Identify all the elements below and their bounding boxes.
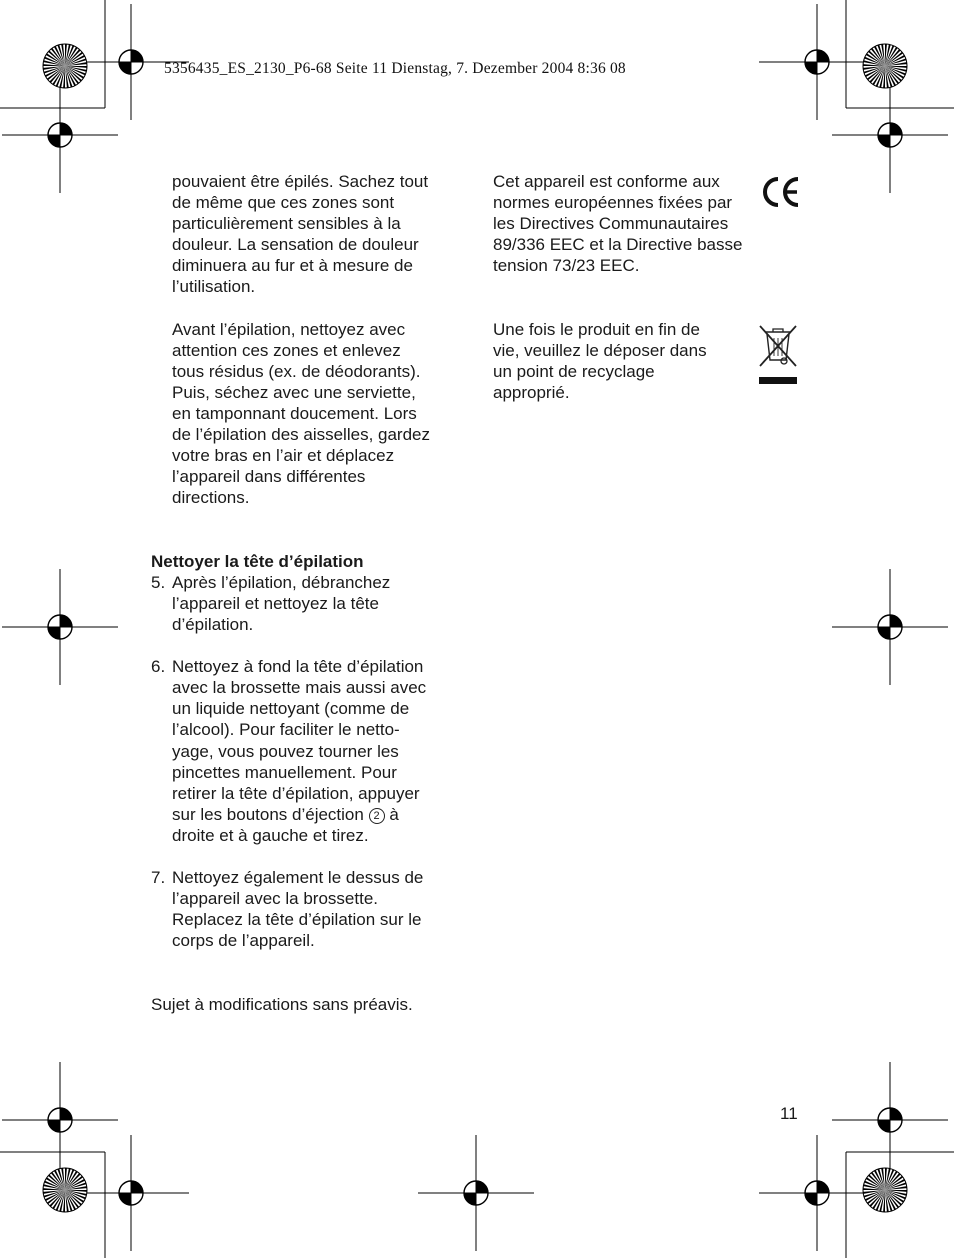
text-line: yage, vous pouvez tourner les bbox=[172, 741, 399, 761]
intro-paragraph-2 bbox=[151, 319, 461, 509]
registration-crosshair bbox=[878, 123, 902, 147]
registration-crosshair bbox=[48, 615, 72, 639]
print-slug-header: 5356435_ES_2130_P6-68 Seite 11 Dienstag, 7. Dezember 2004 8:36 08 bbox=[164, 60, 626, 77]
registration-crosshair bbox=[878, 1108, 902, 1132]
text-line: Nettoyez à fond la tête d’épilation bbox=[172, 657, 424, 677]
text-line: votre bras en l’air et déplacez bbox=[172, 446, 395, 466]
section-heading: Nettoyer la tête d’épilation bbox=[151, 551, 364, 571]
text-line: corps de l’appareil. bbox=[172, 931, 315, 951]
text-line: Après l’épilation, débranchez bbox=[172, 572, 391, 592]
registration-crosshair bbox=[805, 50, 829, 74]
text-line: Puis, séchez avec une serviette, bbox=[172, 382, 416, 402]
step-number: 7. bbox=[151, 868, 166, 888]
crossed-out-wheelie-bin-icon bbox=[756, 322, 800, 386]
text-line: Une fois le produit en fin de bbox=[493, 320, 700, 339]
text-line: douleur. La sensation de douleur bbox=[172, 235, 419, 255]
registration-crosshair bbox=[48, 123, 72, 147]
page-number: 11 bbox=[780, 1104, 798, 1123]
registration-crosshair bbox=[805, 1181, 829, 1205]
text-line: attention ces zones et enlevez bbox=[172, 340, 401, 360]
registration-crosshair bbox=[464, 1181, 488, 1205]
registration-crosshair bbox=[119, 1181, 143, 1205]
text-line: l’appareil dans différentes bbox=[172, 467, 366, 487]
text-fragment: à bbox=[389, 804, 399, 824]
text-line: en tamponnant doucement. Lors bbox=[172, 404, 417, 424]
intro-paragraph-1 bbox=[151, 171, 461, 298]
step-5 bbox=[151, 572, 461, 635]
text-line: droite et à gauche et tirez. bbox=[172, 825, 369, 845]
text-line: normes européennes fixées par bbox=[493, 193, 733, 213]
step-number: 6. bbox=[151, 657, 166, 677]
text-line: pincettes manuellement. Pour bbox=[172, 762, 397, 782]
footer-note: Sujet à modifications sans préavis. bbox=[151, 994, 413, 1014]
text-line: vie, veuillez le déposer dans bbox=[493, 341, 707, 361]
step-7 bbox=[151, 867, 461, 951]
text-line: tension 73/23 EEC. bbox=[493, 256, 640, 276]
text-line: Replacez la tête d’épilation sur le bbox=[172, 910, 422, 930]
text-line: diminuera au fur et à mesure de bbox=[172, 256, 413, 276]
text-line: un point de recyclage bbox=[493, 362, 655, 382]
text-line: de même que ces zones sont bbox=[172, 193, 395, 213]
text-line: l’utilisation. bbox=[172, 277, 256, 297]
text-line: l’appareil avec la brossette. bbox=[172, 889, 379, 909]
text-line: 89/336 EEC et la Directive basse bbox=[493, 235, 743, 255]
text-line bbox=[172, 804, 461, 825]
text-line: Avant l’épilation, nettoyez avec bbox=[172, 319, 406, 339]
ce-conformity-paragraph bbox=[493, 171, 758, 276]
text-line: l’appareil et nettoyez la tête bbox=[172, 593, 379, 613]
text-line: l’alcool). Pour faciliter le netto- bbox=[172, 720, 400, 740]
text-line: retirer la tête d’épilation, appuyer bbox=[172, 783, 420, 803]
registration-crosshair bbox=[48, 1108, 72, 1132]
text-line: Nettoyez également le dessus de bbox=[172, 868, 424, 888]
step-6 bbox=[151, 656, 461, 846]
text-line: pouvaient être épilés. Sachez tout bbox=[172, 172, 429, 191]
step-number: 5. bbox=[151, 572, 166, 592]
registration-crosshair bbox=[119, 50, 143, 74]
text-line: un liquide nettoyant (comme de bbox=[172, 699, 410, 719]
text-line: d’épilation. bbox=[172, 614, 254, 634]
text-line: tous résidus (ex. de déodorants). bbox=[172, 361, 421, 381]
weee-recycling-paragraph bbox=[493, 319, 733, 403]
text-line: particulièrement sensibles à la bbox=[172, 214, 401, 234]
text-line: directions. bbox=[172, 488, 250, 508]
left-column bbox=[151, 171, 461, 1015]
ce-mark-icon bbox=[760, 174, 802, 210]
text-line: approprié. bbox=[493, 383, 570, 403]
registration-starburst bbox=[863, 1168, 907, 1212]
text-fragment: sur les boutons d’éjection bbox=[172, 804, 364, 824]
circled-reference-number: 2 bbox=[369, 808, 385, 824]
text-line: de l’épilation des aisselles, gardez bbox=[172, 425, 430, 445]
text-line: avec la brossette mais aussi avec bbox=[172, 678, 427, 698]
registration-starburst bbox=[43, 44, 87, 88]
text-line: Cet appareil est conforme aux bbox=[493, 172, 720, 191]
registration-crosshair bbox=[878, 615, 902, 639]
text-line: les Directives Communautaires bbox=[493, 214, 729, 234]
registration-starburst bbox=[43, 1168, 87, 1212]
registration-starburst bbox=[863, 44, 907, 88]
